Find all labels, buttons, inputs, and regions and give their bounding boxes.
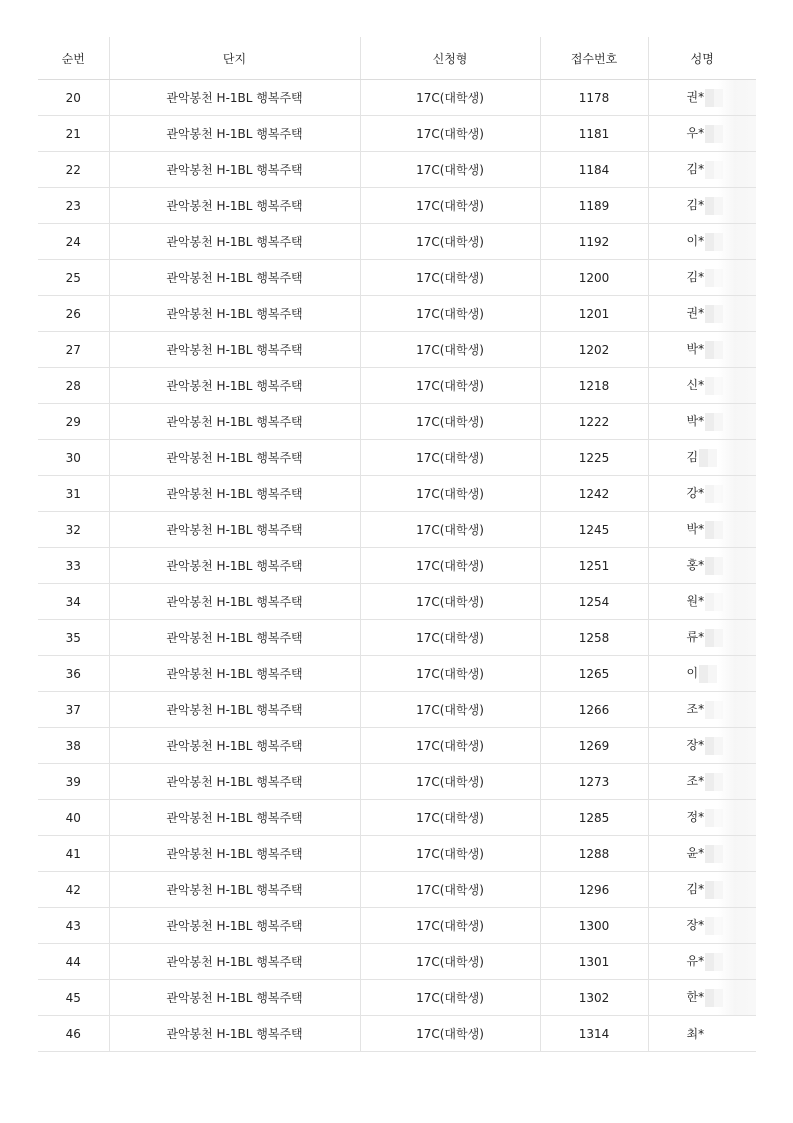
row-name-cell xyxy=(648,728,756,764)
row-complex-cell: 관악봉천 H-1BL 행복주택 xyxy=(109,656,360,692)
applicant-name: 신* xyxy=(686,378,705,393)
privacy-blur xyxy=(718,836,756,871)
row-receipt-cell: 1273 xyxy=(540,764,648,800)
privacy-blur xyxy=(718,728,756,763)
row-no-cell: 37 xyxy=(38,692,109,728)
row-type-cell: 17C(대학생) xyxy=(360,656,540,692)
privacy-mosaic xyxy=(699,665,717,683)
row-name-cell xyxy=(648,908,756,944)
row-name-cell xyxy=(648,440,756,476)
applicant-name: 박* xyxy=(686,414,705,429)
privacy-blur xyxy=(718,476,756,511)
row-no-cell: 38 xyxy=(38,728,109,764)
row-no-cell: 43 xyxy=(38,908,109,944)
row-receipt-cell: 1314 xyxy=(540,1016,648,1052)
row-type-cell: 17C(대학생) xyxy=(360,260,540,296)
row-receipt-cell: 1202 xyxy=(540,332,648,368)
privacy-blur xyxy=(718,260,756,295)
applicant-name: 정* xyxy=(686,810,705,825)
row-no-cell: 29 xyxy=(38,404,109,440)
table-row xyxy=(38,188,756,224)
table-row xyxy=(38,1016,756,1052)
row-name-cell xyxy=(648,872,756,908)
privacy-blur xyxy=(718,404,756,439)
applicant-table-container xyxy=(38,37,756,1052)
header-no: 순번 xyxy=(38,37,109,80)
row-type-cell: 17C(대학생) xyxy=(360,692,540,728)
applicant-name: 강* xyxy=(686,486,705,501)
table-row xyxy=(38,584,756,620)
row-name-cell xyxy=(648,476,756,512)
privacy-blur xyxy=(718,908,756,943)
row-receipt-cell: 1302 xyxy=(540,980,648,1016)
row-no-cell: 42 xyxy=(38,872,109,908)
table-row xyxy=(38,476,756,512)
row-name-cell xyxy=(648,944,756,980)
row-complex-cell: 관악봉천 H-1BL 행복주택 xyxy=(109,80,360,116)
row-type-cell: 17C(대학생) xyxy=(360,224,540,260)
row-type-cell: 17C(대학생) xyxy=(360,332,540,368)
row-no-cell: 33 xyxy=(38,548,109,584)
privacy-blur xyxy=(718,944,756,979)
row-type-cell: 17C(대학생) xyxy=(360,728,540,764)
row-no-cell: 44 xyxy=(38,944,109,980)
header-type: 신청형 xyxy=(360,37,540,80)
row-receipt-cell: 1181 xyxy=(540,116,648,152)
table-row xyxy=(38,332,756,368)
header-name: 성명 xyxy=(648,37,756,80)
row-name-cell xyxy=(648,980,756,1016)
privacy-blur xyxy=(718,368,756,403)
row-complex-cell: 관악봉천 H-1BL 행복주택 xyxy=(109,188,360,224)
row-receipt-cell: 1178 xyxy=(540,80,648,116)
row-receipt-cell: 1296 xyxy=(540,872,648,908)
table-row xyxy=(38,260,756,296)
row-type-cell: 17C(대학생) xyxy=(360,476,540,512)
row-receipt-cell: 1254 xyxy=(540,584,648,620)
row-receipt-cell: 1269 xyxy=(540,728,648,764)
table-row xyxy=(38,368,756,404)
row-name-cell xyxy=(648,620,756,656)
table-row xyxy=(38,512,756,548)
row-name-cell xyxy=(648,260,756,296)
row-type-cell: 17C(대학생) xyxy=(360,440,540,476)
row-type-cell: 17C(대학생) xyxy=(360,116,540,152)
applicant-name: 권* xyxy=(686,90,705,105)
row-complex-cell: 관악봉천 H-1BL 행복주택 xyxy=(109,224,360,260)
row-type-cell: 17C(대학생) xyxy=(360,980,540,1016)
row-name-cell xyxy=(648,368,756,404)
privacy-blur xyxy=(718,440,756,475)
table-row xyxy=(38,224,756,260)
applicant-name: 장* xyxy=(686,918,705,933)
row-receipt-cell: 1265 xyxy=(540,656,648,692)
row-complex-cell: 관악봉천 H-1BL 행복주택 xyxy=(109,476,360,512)
row-complex-cell: 관악봉천 H-1BL 행복주택 xyxy=(109,152,360,188)
row-name-cell xyxy=(648,116,756,152)
row-complex-cell: 관악봉천 H-1BL 행복주택 xyxy=(109,368,360,404)
row-receipt-cell: 1225 xyxy=(540,440,648,476)
row-receipt-cell: 1189 xyxy=(540,188,648,224)
row-type-cell: 17C(대학생) xyxy=(360,836,540,872)
row-type-cell: 17C(대학생) xyxy=(360,80,540,116)
table-row xyxy=(38,944,756,980)
row-type-cell: 17C(대학생) xyxy=(360,296,540,332)
row-receipt-cell: 1301 xyxy=(540,944,648,980)
row-name-cell xyxy=(648,404,756,440)
privacy-blur xyxy=(718,152,756,187)
row-complex-cell: 관악봉천 H-1BL 행복주택 xyxy=(109,512,360,548)
row-name-cell xyxy=(648,548,756,584)
row-name-cell xyxy=(648,512,756,548)
row-type-cell: 17C(대학생) xyxy=(360,800,540,836)
row-no-cell: 32 xyxy=(38,512,109,548)
row-no-cell: 24 xyxy=(38,224,109,260)
row-no-cell: 20 xyxy=(38,80,109,116)
table-row xyxy=(38,656,756,692)
table-body xyxy=(38,80,756,1052)
table-row xyxy=(38,872,756,908)
row-complex-cell: 관악봉천 H-1BL 행복주택 xyxy=(109,404,360,440)
row-type-cell: 17C(대학생) xyxy=(360,548,540,584)
row-no-cell: 39 xyxy=(38,764,109,800)
privacy-blur xyxy=(718,188,756,223)
row-receipt-cell: 1184 xyxy=(540,152,648,188)
row-receipt-cell: 1201 xyxy=(540,296,648,332)
row-no-cell: 26 xyxy=(38,296,109,332)
table-row xyxy=(38,800,756,836)
row-receipt-cell: 1245 xyxy=(540,512,648,548)
row-type-cell: 17C(대학생) xyxy=(360,944,540,980)
row-complex-cell: 관악봉천 H-1BL 행복주택 xyxy=(109,332,360,368)
table-row xyxy=(38,440,756,476)
table-row xyxy=(38,80,756,116)
applicant-name: 김* xyxy=(686,198,705,213)
row-no-cell: 23 xyxy=(38,188,109,224)
row-complex-cell: 관악봉천 H-1BL 행복주택 xyxy=(109,548,360,584)
row-complex-cell: 관악봉천 H-1BL 행복주택 xyxy=(109,836,360,872)
row-receipt-cell: 1285 xyxy=(540,800,648,836)
row-complex-cell: 관악봉천 H-1BL 행복주택 xyxy=(109,584,360,620)
table-row xyxy=(38,116,756,152)
header-complex: 단지 xyxy=(109,37,360,80)
privacy-blur xyxy=(718,656,756,691)
row-complex-cell: 관악봉천 H-1BL 행복주택 xyxy=(109,944,360,980)
row-no-cell: 34 xyxy=(38,584,109,620)
row-name-cell xyxy=(648,836,756,872)
row-no-cell: 41 xyxy=(38,836,109,872)
row-complex-cell: 관악봉천 H-1BL 행복주택 xyxy=(109,908,360,944)
row-type-cell: 17C(대학생) xyxy=(360,404,540,440)
table-row xyxy=(38,980,756,1016)
row-no-cell: 22 xyxy=(38,152,109,188)
row-type-cell: 17C(대학생) xyxy=(360,1016,540,1052)
row-name-cell xyxy=(648,1016,756,1052)
row-complex-cell: 관악봉천 H-1BL 행복주택 xyxy=(109,296,360,332)
privacy-blur xyxy=(718,80,756,115)
table-row xyxy=(38,764,756,800)
privacy-blur xyxy=(718,548,756,583)
row-receipt-cell: 1300 xyxy=(540,908,648,944)
row-complex-cell: 관악봉천 H-1BL 행복주택 xyxy=(109,728,360,764)
row-no-cell: 35 xyxy=(38,620,109,656)
row-no-cell: 46 xyxy=(38,1016,109,1052)
applicant-name: 김* xyxy=(686,882,705,897)
applicant-name: 장* xyxy=(686,738,705,753)
applicant-name: 우* xyxy=(686,126,705,141)
header-row xyxy=(38,37,756,80)
applicant-table xyxy=(38,37,756,1052)
row-no-cell: 21 xyxy=(38,116,109,152)
row-complex-cell: 관악봉천 H-1BL 행복주택 xyxy=(109,764,360,800)
row-complex-cell: 관악봉천 H-1BL 행복주택 xyxy=(109,872,360,908)
row-no-cell: 31 xyxy=(38,476,109,512)
privacy-blur xyxy=(718,764,756,799)
applicant-name: 김* xyxy=(686,162,705,177)
row-receipt-cell: 1242 xyxy=(540,476,648,512)
applicant-name: 이 xyxy=(686,666,699,681)
row-name-cell xyxy=(648,584,756,620)
row-complex-cell: 관악봉천 H-1BL 행복주택 xyxy=(109,260,360,296)
row-complex-cell: 관악봉천 H-1BL 행복주택 xyxy=(109,440,360,476)
applicant-name: 류* xyxy=(686,630,705,645)
table-row xyxy=(38,692,756,728)
applicant-name: 이* xyxy=(686,234,705,249)
row-complex-cell: 관악봉천 H-1BL 행복주택 xyxy=(109,980,360,1016)
privacy-blur xyxy=(718,692,756,727)
table-row xyxy=(38,152,756,188)
row-name-cell xyxy=(648,332,756,368)
row-receipt-cell: 1288 xyxy=(540,836,648,872)
table-row xyxy=(38,404,756,440)
row-name-cell xyxy=(648,656,756,692)
row-no-cell: 25 xyxy=(38,260,109,296)
row-no-cell: 28 xyxy=(38,368,109,404)
row-name-cell xyxy=(648,224,756,260)
applicant-name: 원* xyxy=(686,594,705,609)
row-receipt-cell: 1192 xyxy=(540,224,648,260)
privacy-blur xyxy=(718,800,756,835)
table-header xyxy=(38,37,756,80)
applicant-name: 권* xyxy=(686,306,705,321)
header-receipt-no: 접수번호 xyxy=(540,37,648,80)
row-type-cell: 17C(대학생) xyxy=(360,584,540,620)
privacy-blur xyxy=(718,224,756,259)
row-name-cell xyxy=(648,188,756,224)
row-type-cell: 17C(대학생) xyxy=(360,908,540,944)
applicant-name: 박* xyxy=(686,342,705,357)
privacy-blur xyxy=(718,980,756,1015)
privacy-blur xyxy=(718,512,756,547)
row-receipt-cell: 1222 xyxy=(540,404,648,440)
privacy-blur xyxy=(718,584,756,619)
applicant-name: 홍* xyxy=(686,558,705,573)
applicant-name: 박* xyxy=(686,522,705,537)
privacy-mosaic xyxy=(699,449,717,467)
applicant-name: 윤* xyxy=(686,846,705,861)
row-name-cell xyxy=(648,800,756,836)
privacy-blur xyxy=(718,116,756,151)
table-row xyxy=(38,728,756,764)
row-complex-cell: 관악봉천 H-1BL 행복주택 xyxy=(109,800,360,836)
row-receipt-cell: 1218 xyxy=(540,368,648,404)
applicant-name: 한* xyxy=(686,990,705,1005)
applicant-name: 조* xyxy=(686,774,705,789)
row-type-cell: 17C(대학생) xyxy=(360,872,540,908)
table-row xyxy=(38,548,756,584)
privacy-blur xyxy=(718,620,756,655)
table-row xyxy=(38,908,756,944)
row-name-cell xyxy=(648,764,756,800)
row-name-cell xyxy=(648,80,756,116)
applicant-name: 김* xyxy=(686,270,705,285)
row-name-cell xyxy=(648,152,756,188)
privacy-blur xyxy=(718,332,756,367)
row-no-cell: 30 xyxy=(38,440,109,476)
applicant-name: 유* xyxy=(686,954,705,969)
row-name-cell xyxy=(648,692,756,728)
row-type-cell: 17C(대학생) xyxy=(360,368,540,404)
row-type-cell: 17C(대학생) xyxy=(360,152,540,188)
applicant-name: 최* xyxy=(686,1027,705,1041)
privacy-blur xyxy=(718,872,756,907)
row-no-cell: 45 xyxy=(38,980,109,1016)
row-complex-cell: 관악봉천 H-1BL 행복주택 xyxy=(109,116,360,152)
row-type-cell: 17C(대학생) xyxy=(360,764,540,800)
row-complex-cell: 관악봉천 H-1BL 행복주택 xyxy=(109,692,360,728)
row-type-cell: 17C(대학생) xyxy=(360,188,540,224)
row-receipt-cell: 1251 xyxy=(540,548,648,584)
row-receipt-cell: 1200 xyxy=(540,260,648,296)
row-receipt-cell: 1258 xyxy=(540,620,648,656)
row-complex-cell: 관악봉천 H-1BL 행복주택 xyxy=(109,620,360,656)
row-type-cell: 17C(대학생) xyxy=(360,620,540,656)
row-name-cell xyxy=(648,296,756,332)
row-receipt-cell: 1266 xyxy=(540,692,648,728)
applicant-name: 김 xyxy=(686,450,699,465)
table-row xyxy=(38,620,756,656)
row-complex-cell: 관악봉천 H-1BL 행복주택 xyxy=(109,1016,360,1052)
row-type-cell: 17C(대학생) xyxy=(360,512,540,548)
table-row xyxy=(38,296,756,332)
applicant-name: 조* xyxy=(686,702,705,717)
row-no-cell: 40 xyxy=(38,800,109,836)
privacy-blur xyxy=(718,296,756,331)
table-row xyxy=(38,836,756,872)
row-no-cell: 27 xyxy=(38,332,109,368)
row-no-cell: 36 xyxy=(38,656,109,692)
